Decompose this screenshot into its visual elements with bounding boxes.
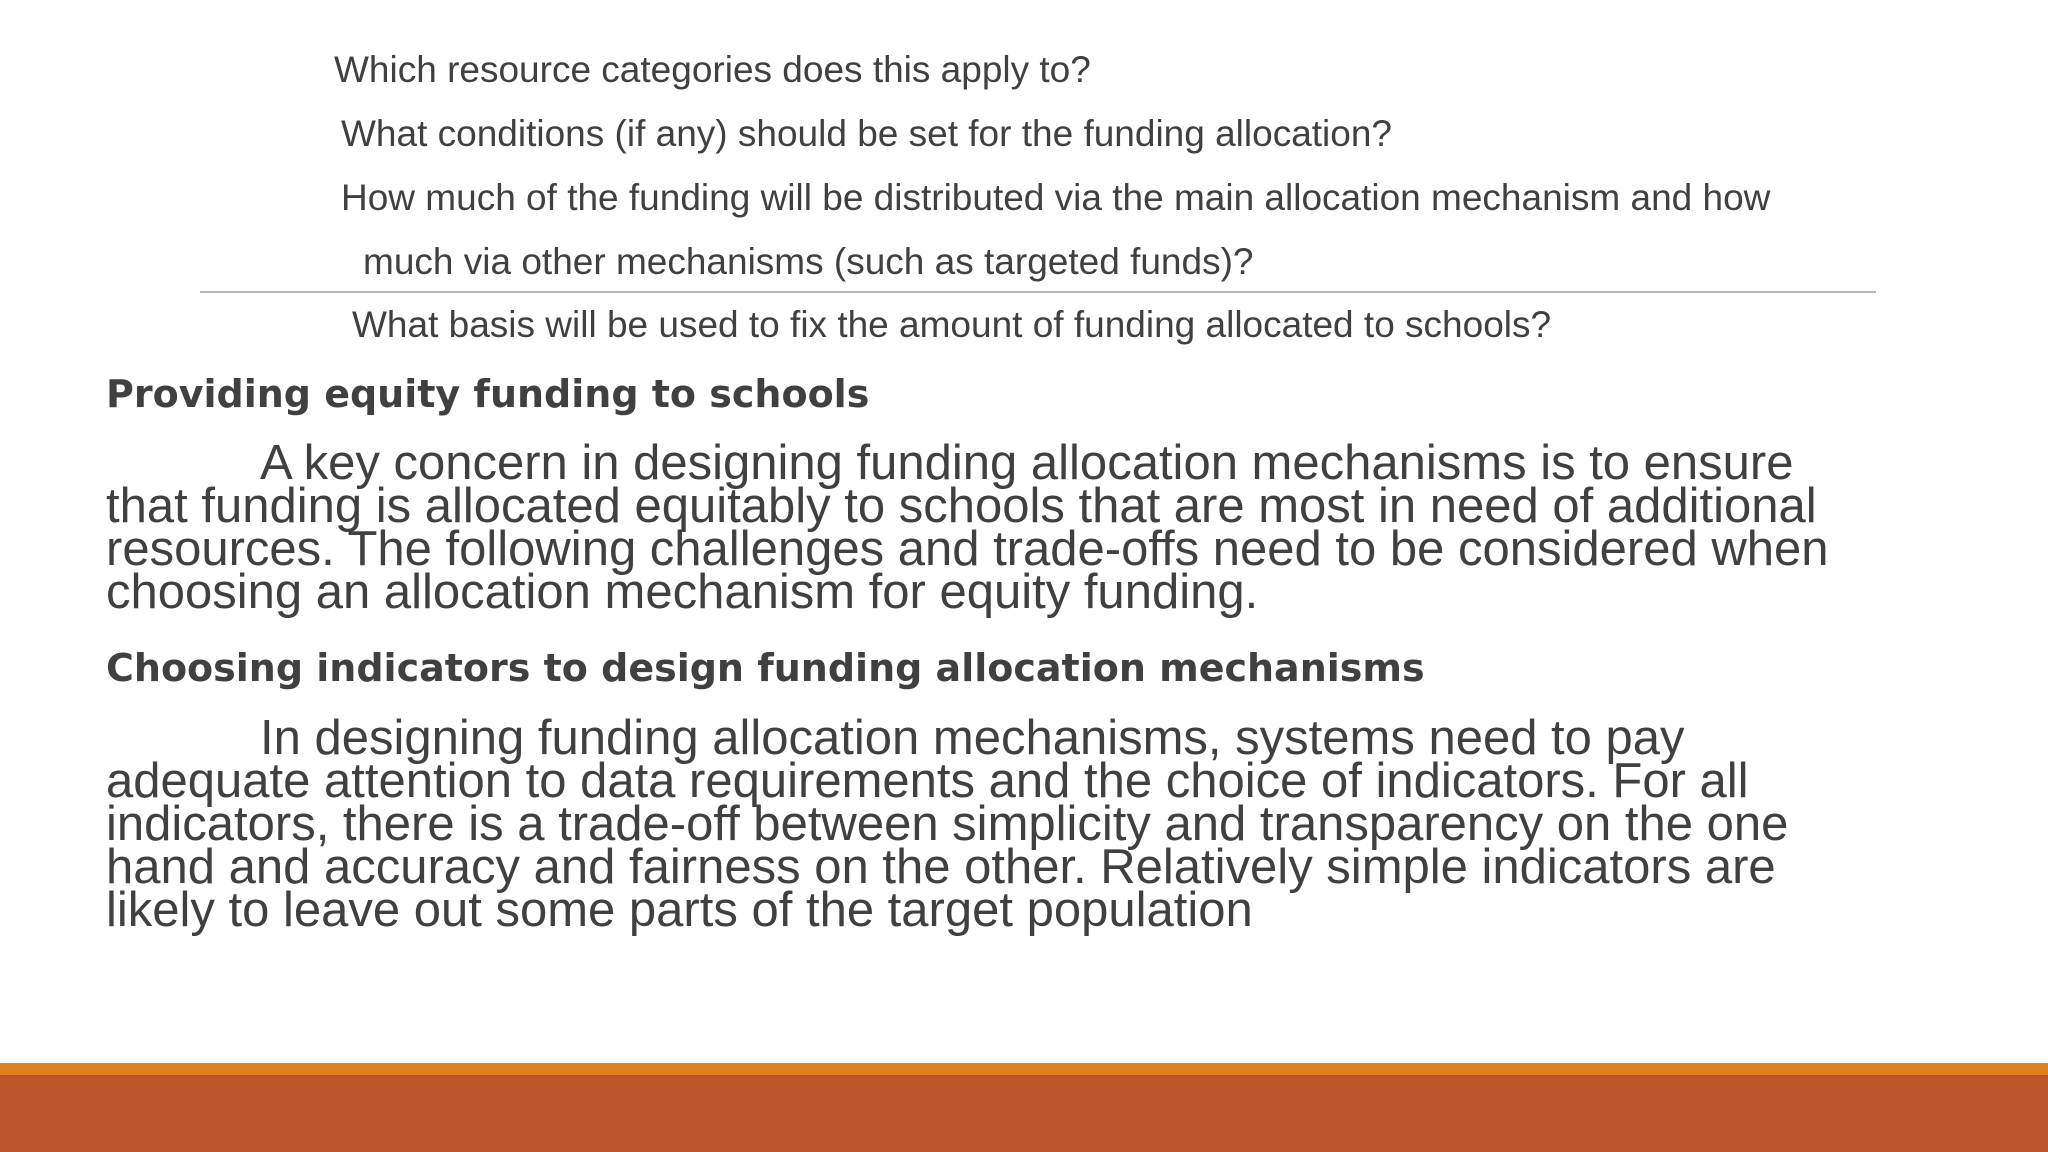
question-distribution-line-2: much via other mechanisms (such as targeted funds)? [363, 241, 1254, 282]
question-conditions: What conditions (if any) should be set for the funding allocation? [341, 113, 1393, 154]
paragraph-line: likely to leave out some parts of the target population [106, 883, 1253, 937]
section-heading-choosing-indicators: Choosing indicators to design funding allocation mechanisms [106, 646, 1425, 690]
question-funding-basis: What basis will be used to fix the amount of funding allocated to schools? [352, 304, 1552, 345]
paragraph-line: choosing an allocation mechanism for equity funding. [106, 565, 1259, 619]
paragraph-line: resources. The following challenges and trade-offs need to be considered when [106, 522, 1829, 576]
paragraph-equity-funding [106, 436, 1966, 619]
paragraph-line: that funding is allocated equitably to schools that are most in need of additional [106, 479, 1817, 533]
paragraph-line: adequate attention to data requirements and the choice of indicators. For all [106, 754, 1749, 808]
paragraph-line: In designing funding allocation mechanisms, systems need to pay [260, 711, 1685, 765]
section-heading-equity-funding: Providing equity funding to schools [106, 372, 870, 416]
paragraph-line: indicators, there is a trade-off between simplicity and transparency on the one [106, 797, 1789, 851]
paragraph-choosing-indicators [106, 711, 1966, 937]
horizontal-divider [200, 291, 1876, 293]
question-distribution-line-1: How much of the funding will be distributed via the main allocation mechanism and how [341, 177, 1771, 218]
footer-accent-stripe [0, 1063, 2048, 1075]
question-resource-categories: Which resource categories does this apply to? [334, 49, 1091, 90]
paragraph-line: A key concern in designing funding allocation mechanisms is to ensure [260, 436, 1794, 490]
paragraph-line: hand and accuracy and fairness on the other. Relatively simple indicators are [106, 840, 1776, 894]
footer-bar [0, 1075, 2048, 1152]
